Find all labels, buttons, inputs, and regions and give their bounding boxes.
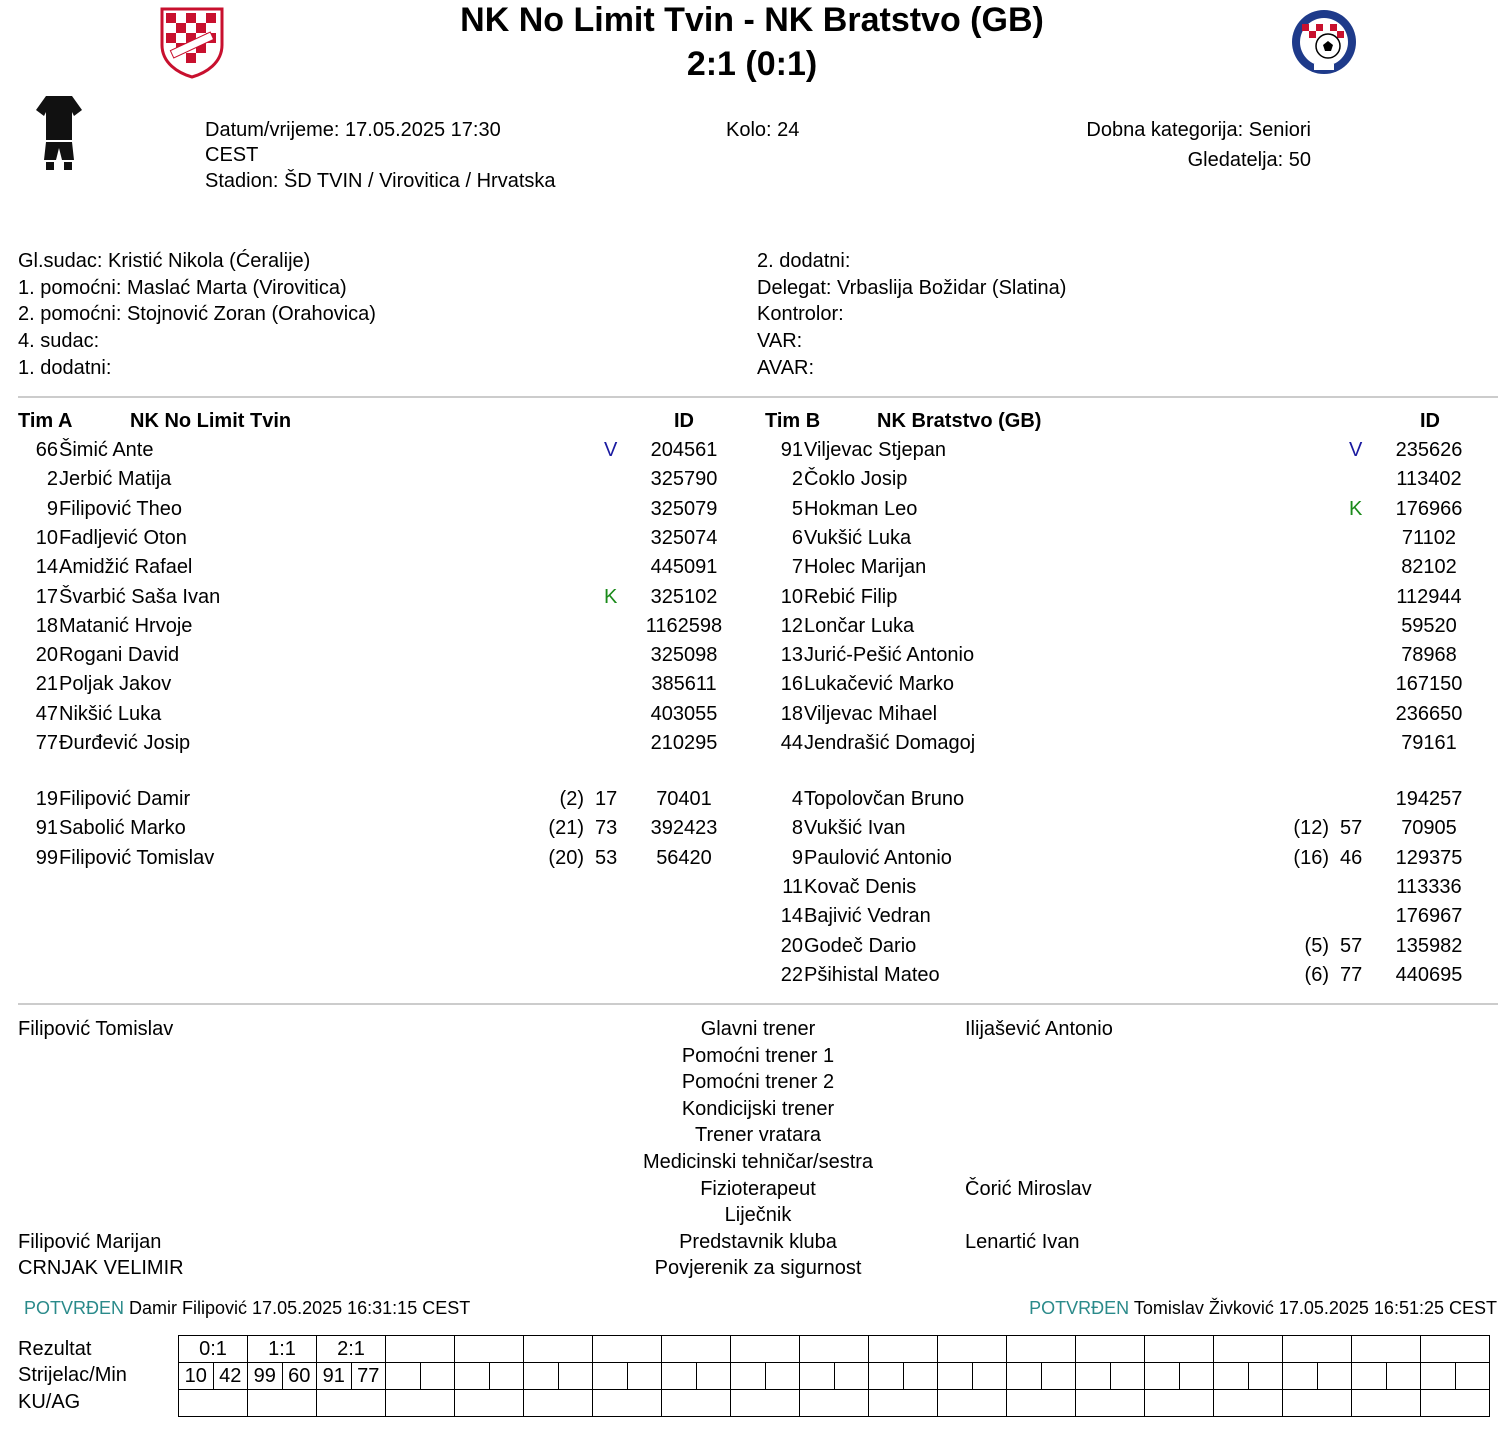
sub-minute: 57 (1340, 934, 1363, 957)
player-name: Rogani David (59, 644, 180, 667)
sub-name: Filipović Tomislav (59, 846, 215, 869)
sub-replaced: (6) (1304, 963, 1329, 986)
player-name: Jerbić Matija (59, 468, 172, 491)
scoreboard-table (178, 1335, 1490, 1417)
scorer-cell (593, 1363, 628, 1390)
player-id: 325098 (650, 644, 718, 667)
result-cell (800, 1336, 869, 1363)
ku-cell (1145, 1390, 1214, 1417)
result-cell (1421, 1336, 1490, 1363)
staff-team-a: Filipović Tomislav (18, 1018, 174, 1040)
player-id: 385611 (651, 673, 717, 696)
player-name: Filipović Theo (59, 497, 183, 520)
sub-minute: 17 (595, 788, 618, 810)
scorer-cell (627, 1363, 662, 1390)
divider (18, 396, 1498, 398)
player-name: Lončar Luka (804, 614, 915, 637)
sub-number: 91 (35, 817, 58, 840)
player-id: 176966 (1395, 497, 1463, 520)
team-a-id-header: ID (674, 410, 694, 432)
scorer-cell (1421, 1363, 1456, 1390)
sub-name: Bajivić Vedran (804, 905, 931, 928)
scorer-cell (869, 1363, 904, 1390)
team-a-name: NK No Limit Tvin (130, 410, 292, 432)
ku-cell (593, 1390, 662, 1417)
player-name: Lukačević Marko (804, 673, 955, 696)
result-cell: 0:1 (179, 1336, 248, 1363)
staff-role: Povjerenik za sigurnost (654, 1257, 862, 1280)
player-name: Đurđević Josip (59, 732, 191, 754)
player-id: 78968 (1401, 644, 1457, 667)
official-left: Gl.sudac: Kristić Nikola (Ćeralije) (18, 250, 311, 272)
staff-team-b: Lenartić Ivan (965, 1230, 1080, 1253)
scorer-cell (1248, 1363, 1283, 1390)
official-left: 4. sudac: (18, 330, 100, 353)
player-number: 9 (46, 497, 58, 520)
sub-replaced: (5) (1304, 934, 1329, 957)
scorer-cell (938, 1363, 973, 1390)
scorer-cell: 60 (282, 1363, 317, 1390)
result-cell (731, 1336, 800, 1363)
official-left: 1. dodatni: (18, 356, 112, 379)
player-name: Holec Marijan (804, 556, 927, 579)
player-number: 44 (780, 732, 803, 754)
player-number: 10 (35, 526, 58, 549)
scorer-cell (662, 1363, 697, 1390)
player-name: Vukšić Luka (804, 526, 912, 549)
sub-number: 22 (780, 963, 803, 986)
sub-id: 56420 (656, 846, 712, 869)
match-datetime: Datum/vrijeme: 17.05.2025 17:30 (205, 119, 501, 141)
sub-id: 129375 (1395, 846, 1463, 869)
result-cell (386, 1336, 455, 1363)
scoreboard-row (179, 1363, 1490, 1390)
match-score: 2:1 (0:1) (686, 45, 818, 83)
staff-role: Pomoćni trener 1 (681, 1044, 835, 1067)
scorer-cell (558, 1363, 593, 1390)
result-cell (938, 1336, 1007, 1363)
official-left: 2. pomoćni: Stojnović Zoran (Orahovica) (18, 303, 376, 326)
sub-number: 4 (791, 788, 803, 810)
scorer-cell: 77 (351, 1363, 386, 1390)
scorer-cell (1317, 1363, 1352, 1390)
player-number: 12 (780, 614, 803, 637)
player-number: 20 (35, 644, 58, 667)
player-number: 7 (791, 556, 803, 579)
staff-role: Pomoćni trener 2 (681, 1071, 835, 1094)
team-b-name: NK Bratstvo (GB) (877, 410, 1042, 432)
player-name: Čoklo Josip (804, 468, 908, 491)
player-number: 2 (46, 468, 58, 491)
player-id: 79161 (1401, 732, 1457, 754)
sub-id: 440695 (1395, 963, 1463, 986)
player-name: Viljevac Mihael (804, 702, 938, 725)
sub-name: Sabolić Marko (59, 817, 186, 840)
confirm-left-text: Damir Filipović 17.05.2025 16:31:15 CEST (129, 1298, 471, 1318)
player-name: Nikšić Luka (59, 702, 162, 725)
team-b-id-header: ID (1420, 410, 1440, 432)
scoreboard-row (179, 1336, 1490, 1363)
player-id: 82102 (1401, 556, 1457, 579)
player-id: 71102 (1401, 526, 1457, 549)
player-number: 18 (780, 702, 803, 725)
captain-mark: K (604, 585, 618, 608)
sub-number: 11 (782, 875, 803, 898)
result-cell (1076, 1336, 1145, 1363)
player-number: 2 (791, 468, 803, 491)
player-name: Amidžić Rafael (59, 556, 193, 579)
player-number: 6 (791, 526, 803, 549)
player-name: Matanić Hrvoje (59, 614, 193, 637)
sub-minute: 57 (1340, 817, 1363, 840)
ku-cell (938, 1390, 1007, 1417)
confirm-left-status: POTVRĐEN (24, 1298, 125, 1318)
result-cell (524, 1336, 593, 1363)
player-id: 113402 (1396, 468, 1462, 491)
match-stadium: Stadion: ŠD TVIN / Virovitica / Hrvatska (205, 170, 556, 192)
ku-cell (1352, 1390, 1421, 1417)
sub-name: Paulović Antonio (804, 846, 952, 869)
scorer-cell: 42 (213, 1363, 248, 1390)
ku-cell (731, 1390, 800, 1417)
scoreboard-label-scorer: Strijelac/Min (18, 1364, 127, 1386)
player-number: 47 (35, 702, 58, 725)
confirm-right-text: Tomislav Živković 17.05.2025 16:51:25 CEST (1133, 1298, 1497, 1318)
player-number: 21 (35, 673, 58, 696)
ku-cell (1007, 1390, 1076, 1417)
official-left: 1. pomoćni: Maslać Marta (Virovitica) (18, 276, 347, 299)
staff-role: Medicinski tehničar/sestra (642, 1151, 874, 1173)
sub-number: 19 (35, 788, 58, 810)
scorer-cell (1145, 1363, 1180, 1390)
player-name: Poljak Jakov (59, 673, 172, 696)
scorer-cell (420, 1363, 455, 1390)
scorer-cell (524, 1363, 559, 1390)
player-id: 325074 (650, 526, 718, 549)
scorer-cell (1007, 1363, 1042, 1390)
player-number: 5 (791, 497, 803, 520)
match-title: NK No Limit Tvin - NK Bratstvo (GB) (460, 1, 1044, 39)
result-cell (1283, 1336, 1352, 1363)
confirm-right (1029, 1298, 1497, 1319)
sub-name: Topolovčan Bruno (804, 788, 965, 810)
player-id: 59520 (1401, 614, 1457, 637)
result-cell (1007, 1336, 1076, 1363)
player-name: Rebić Filip (804, 585, 898, 608)
player-id: 210295 (650, 732, 718, 754)
player-id: 325790 (650, 468, 718, 491)
scorer-cell (1214, 1363, 1249, 1390)
scorer-cell (1386, 1363, 1421, 1390)
divider (18, 1003, 1498, 1005)
scorer-cell (455, 1363, 490, 1390)
scoreboard-row (179, 1390, 1490, 1417)
scoreboard-label-ku: KU/AG (18, 1391, 81, 1413)
sub-id: 194257 (1395, 788, 1463, 810)
sub-id: 392423 (650, 817, 718, 840)
scorer-cell: 99 (248, 1363, 283, 1390)
player-name: Fadljević Oton (59, 526, 187, 549)
confirm-left (24, 1298, 470, 1319)
sub-name: Kovač Denis (804, 875, 917, 898)
sub-id: 70401 (656, 788, 712, 810)
player-id: 403055 (650, 702, 718, 725)
scorer-cell (903, 1363, 938, 1390)
result-cell (1145, 1336, 1214, 1363)
sub-number: 14 (780, 905, 803, 928)
scorer-cell: 91 (317, 1363, 352, 1390)
staff-role: Liječnik (724, 1204, 792, 1227)
goalkeeper-mark: V (1349, 439, 1363, 461)
staff-team-b: Ilijašević Antonio (965, 1018, 1113, 1040)
player-number: 14 (35, 556, 58, 579)
scorer-cell (1076, 1363, 1111, 1390)
captain-mark: K (1349, 497, 1363, 520)
player-id: 236650 (1395, 702, 1463, 725)
match-round: Kolo: 24 (726, 119, 800, 141)
result-cell (869, 1336, 938, 1363)
scorer-cell (1352, 1363, 1387, 1390)
sub-minute: 73 (595, 817, 618, 840)
confirm-right-status: POTVRĐEN (1029, 1298, 1130, 1318)
scorer-cell (765, 1363, 800, 1390)
scorer-cell (972, 1363, 1007, 1390)
scorer-cell (1179, 1363, 1214, 1390)
scorer-cell (1110, 1363, 1145, 1390)
result-cell (593, 1336, 662, 1363)
result-cell (1352, 1336, 1421, 1363)
sub-number: 8 (791, 817, 803, 840)
match-timezone: CEST (205, 144, 259, 166)
sub-number: 99 (35, 846, 58, 869)
official-right: Delegat: Vrbaslija Božidar (Slatina) (757, 276, 1067, 299)
sub-name: Pšihistal Mateo (804, 963, 940, 986)
player-name: Jurić-Pešić Antonio (804, 644, 975, 667)
sub-id: 70905 (1401, 817, 1457, 840)
player-number: 16 (780, 673, 803, 696)
staff-role: Predstavnik kluba (679, 1230, 837, 1253)
sub-id: 113336 (1396, 875, 1462, 898)
sub-id: 135982 (1395, 934, 1463, 957)
age-category: Dobna kategorija: Seniori (1086, 119, 1311, 141)
official-right: AVAR: (757, 356, 815, 379)
ku-cell (869, 1390, 938, 1417)
scorer-cell (386, 1363, 421, 1390)
player-name: Viljevac Stjepan (804, 439, 946, 461)
result-cell (662, 1336, 731, 1363)
official-right: 2. dodatni: (757, 250, 851, 272)
result-cell: 2:1 (317, 1336, 386, 1363)
sub-replaced: (21) (548, 817, 584, 840)
sub-minute: 77 (1340, 963, 1363, 986)
spectators: Gledatelja: 50 (1187, 149, 1311, 171)
player-number: 77 (35, 732, 58, 754)
staff-role: Glavni trener (700, 1018, 816, 1040)
player-number: 13 (780, 644, 803, 667)
scoreboard-label-result: Rezultat (18, 1338, 92, 1360)
ku-cell (1076, 1390, 1145, 1417)
player-number: 91 (780, 439, 803, 461)
ku-cell (248, 1390, 317, 1417)
result-cell (455, 1336, 524, 1363)
scorer-cell (1283, 1363, 1318, 1390)
scorer-cell (834, 1363, 869, 1390)
scorer-cell (489, 1363, 524, 1390)
ku-cell (524, 1390, 593, 1417)
goalkeeper-mark: V (604, 439, 618, 461)
kit-icon (34, 94, 84, 172)
player-number: 66 (35, 439, 58, 461)
player-name: Jendrašić Domagoj (804, 732, 976, 754)
ku-cell (317, 1390, 386, 1417)
scorer-cell (696, 1363, 731, 1390)
sub-replaced: (2) (559, 788, 584, 810)
staff-role: Kondicijski trener (681, 1097, 835, 1120)
player-id: 1162598 (645, 614, 723, 637)
staff-team-b: Čorić Miroslav (965, 1177, 1092, 1200)
sub-minute: 53 (595, 846, 618, 869)
sub-replaced: (20) (548, 846, 584, 869)
staff-role: Fizioterapeut (700, 1177, 816, 1200)
ku-cell (1283, 1390, 1352, 1417)
scorer-cell (731, 1363, 766, 1390)
sub-number: 20 (780, 934, 803, 957)
ku-cell (179, 1390, 248, 1417)
staff-team-a: Filipović Marijan (18, 1230, 162, 1253)
sub-name: Vukšić Ivan (804, 817, 906, 840)
player-number: 10 (780, 585, 803, 608)
sub-name: Godeč Dario (804, 934, 917, 957)
player-id: 325102 (650, 585, 718, 608)
staff-role: Trener vratara (695, 1124, 821, 1147)
staff-team-a: CRNJAK VELIMIR (18, 1257, 184, 1280)
player-name: Šimić Ante (59, 439, 154, 461)
result-cell (1214, 1336, 1283, 1363)
player-id: 167150 (1395, 673, 1463, 696)
player-number: 17 (35, 585, 58, 608)
ku-cell (800, 1390, 869, 1417)
team-a-label: Tim A (18, 410, 73, 432)
player-id: 235626 (1395, 439, 1463, 461)
team-b-label: Tim B (765, 410, 821, 432)
ku-cell (1421, 1390, 1490, 1417)
sub-replaced: (12) (1293, 817, 1329, 840)
official-right: Kontrolor: (757, 303, 844, 326)
sub-replaced: (16) (1293, 846, 1329, 869)
sub-name: Filipović Damir (59, 788, 191, 810)
player-id: 445091 (650, 556, 718, 579)
ku-cell (662, 1390, 731, 1417)
ku-cell (386, 1390, 455, 1417)
ku-cell (455, 1390, 524, 1417)
scorer-cell (800, 1363, 835, 1390)
player-id: 325079 (650, 497, 718, 520)
result-cell: 1:1 (248, 1336, 317, 1363)
scorer-cell (1455, 1363, 1490, 1390)
scorer-cell (1041, 1363, 1076, 1390)
sub-number: 9 (791, 846, 803, 869)
ku-cell (1214, 1390, 1283, 1417)
sub-minute: 46 (1340, 846, 1363, 869)
player-id: 112944 (1396, 585, 1462, 608)
player-number: 18 (35, 614, 58, 637)
sub-id: 176967 (1395, 905, 1463, 928)
official-right: VAR: (757, 330, 803, 353)
scorer-cell: 10 (179, 1363, 214, 1390)
player-id: 204561 (650, 439, 718, 461)
player-name: Švarbić Saša Ivan (59, 585, 221, 608)
player-name: Hokman Leo (804, 497, 918, 520)
